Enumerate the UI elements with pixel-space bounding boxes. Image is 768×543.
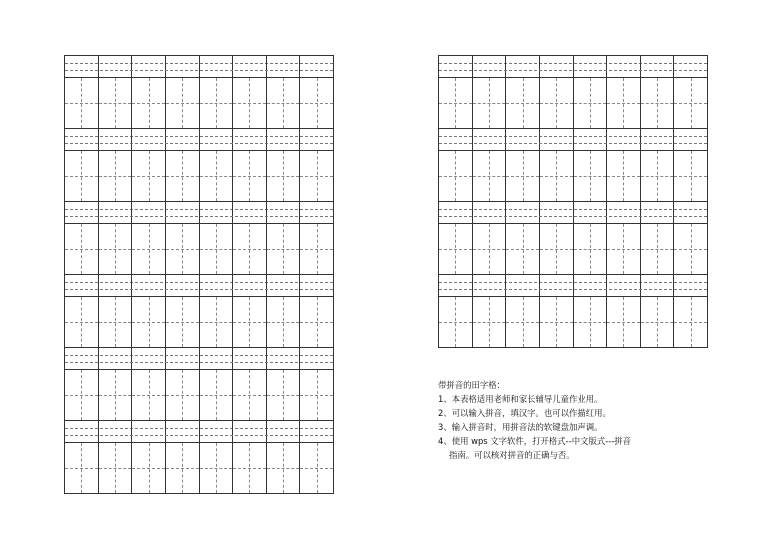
pinyin-cell [131, 202, 165, 223]
pinyin-cell [673, 275, 707, 296]
instruction-line-3: 3、输入拼音时，用拼音法的软键盘加声调。 [438, 422, 603, 432]
tianzige-cell [199, 78, 233, 128]
tianzige-cell [165, 151, 199, 201]
pinyin-row [439, 56, 707, 78]
tianzige-cell [65, 224, 98, 274]
row-group [65, 274, 333, 347]
tianzige-cell [573, 297, 607, 347]
tianzige-cell [232, 78, 266, 128]
row-group [439, 56, 707, 128]
pinyin-cell [131, 56, 165, 77]
row-group [439, 201, 707, 274]
tianzige-cell [673, 224, 707, 274]
pinyin-cell [640, 129, 674, 150]
instruction-line-2: 2、可以输入拼音，填汉字。也可以作描红用。 [438, 408, 611, 418]
tianzige-cell [573, 78, 607, 128]
pinyin-cell [606, 275, 640, 296]
pinyin-cell [232, 202, 266, 223]
pinyin-cell [65, 202, 98, 223]
pinyin-row [439, 129, 707, 151]
tianzige-cell [439, 297, 472, 347]
pinyin-cell [439, 202, 472, 223]
pinyin-cell [640, 56, 674, 77]
tianzige-cell [98, 151, 132, 201]
tianzige-cell [232, 443, 266, 493]
pinyin-cell [131, 348, 165, 369]
tianzige-cell [165, 224, 199, 274]
tianzige-cell [640, 224, 674, 274]
pinyin-cell [539, 202, 573, 223]
pinyin-cell [98, 348, 132, 369]
tianzige-cell [232, 370, 266, 420]
pinyin-cell [165, 348, 199, 369]
pinyin-cell [266, 56, 300, 77]
character-row [65, 78, 333, 128]
pinyin-cell [266, 421, 300, 442]
tianzige-cell [266, 224, 300, 274]
tianzige-cell [266, 443, 300, 493]
pinyin-cell [165, 421, 199, 442]
row-group [65, 347, 333, 420]
pinyin-cell [539, 56, 573, 77]
pinyin-cell [232, 275, 266, 296]
tianzige-cell [573, 151, 607, 201]
pinyin-cell [266, 348, 300, 369]
row-group [439, 128, 707, 201]
tianzige-cell [65, 297, 98, 347]
pinyin-cell [199, 56, 233, 77]
tianzige-cell [299, 297, 333, 347]
tianzige-cell [673, 297, 707, 347]
tianzige-cell [199, 370, 233, 420]
tianzige-cell [266, 297, 300, 347]
pinyin-cell [65, 56, 98, 77]
pinyin-cell [505, 202, 539, 223]
pinyin-row [65, 421, 333, 443]
tianzige-cell [299, 370, 333, 420]
pinyin-cell [266, 129, 300, 150]
pinyin-cell [439, 129, 472, 150]
instructions-title: 带拼音的田字格： [438, 380, 505, 390]
tianzige-cell [539, 297, 573, 347]
pinyin-cell [439, 56, 472, 77]
pinyin-cell [131, 275, 165, 296]
pinyin-cell [299, 129, 333, 150]
pinyin-cell [299, 421, 333, 442]
tianzige-cell [266, 151, 300, 201]
pinyin-cell [539, 129, 573, 150]
pinyin-cell [199, 348, 233, 369]
character-row [65, 297, 333, 347]
pinyin-row [65, 348, 333, 370]
pinyin-cell [505, 56, 539, 77]
tianzige-cell [640, 151, 674, 201]
instruction-line-4: 4、使用 wps 文字软件，打开格式--中文版式---拼音 [438, 436, 632, 446]
tianzige-cell [98, 78, 132, 128]
row-group [439, 274, 707, 347]
tianzige-cell [606, 151, 640, 201]
pinyin-cell [299, 56, 333, 77]
tianzige-cell [131, 151, 165, 201]
row-group [65, 56, 333, 128]
pinyin-cell [165, 56, 199, 77]
tianzige-cell [65, 151, 98, 201]
tianzige-cell [439, 224, 472, 274]
pinyin-cell [131, 421, 165, 442]
pinyin-cell [505, 275, 539, 296]
tianzige-cell [65, 443, 98, 493]
pinyin-cell [131, 129, 165, 150]
pinyin-cell [199, 421, 233, 442]
pinyin-cell [299, 275, 333, 296]
tianzige-cell [199, 151, 233, 201]
row-group [65, 201, 333, 274]
tianzige-cell [199, 443, 233, 493]
pinyin-cell [472, 129, 506, 150]
pinyin-cell [299, 348, 333, 369]
tianzige-cell [266, 370, 300, 420]
pinyin-cell [439, 275, 472, 296]
tianzige-grid-left [64, 55, 334, 494]
tianzige-cell [606, 297, 640, 347]
tianzige-cell [505, 78, 539, 128]
tianzige-grid-right [438, 55, 708, 348]
tianzige-cell [472, 151, 506, 201]
pinyin-cell [232, 421, 266, 442]
character-row [65, 370, 333, 420]
pinyin-cell [98, 202, 132, 223]
tianzige-cell [65, 78, 98, 128]
tianzige-cell [299, 151, 333, 201]
pinyin-row [65, 56, 333, 78]
tianzige-cell [199, 297, 233, 347]
pinyin-cell [573, 129, 607, 150]
pinyin-cell [573, 275, 607, 296]
tianzige-cell [266, 78, 300, 128]
pinyin-cell [232, 129, 266, 150]
character-row [439, 297, 707, 347]
pinyin-cell [232, 348, 266, 369]
tianzige-cell [439, 151, 472, 201]
pinyin-cell [98, 275, 132, 296]
tianzige-cell [131, 78, 165, 128]
tianzige-cell [165, 443, 199, 493]
tianzige-cell [299, 78, 333, 128]
tianzige-cell [65, 370, 98, 420]
pinyin-cell [266, 275, 300, 296]
pinyin-cell [640, 202, 674, 223]
pinyin-cell [199, 202, 233, 223]
pinyin-cell [165, 202, 199, 223]
pinyin-cell [472, 275, 506, 296]
tianzige-cell [673, 151, 707, 201]
tianzige-cell [505, 151, 539, 201]
tianzige-cell [539, 224, 573, 274]
tianzige-cell [573, 224, 607, 274]
pinyin-row [65, 129, 333, 151]
tianzige-cell [505, 297, 539, 347]
tianzige-cell [98, 224, 132, 274]
instruction-line-4-cont: 指南。可以核对拼音的正确与否。 [449, 450, 575, 460]
pinyin-row [65, 275, 333, 297]
pinyin-cell [673, 56, 707, 77]
row-group [65, 128, 333, 201]
pinyin-cell [65, 348, 98, 369]
tianzige-cell [439, 78, 472, 128]
instructions [438, 378, 728, 462]
tianzige-cell [131, 297, 165, 347]
tianzige-cell [165, 297, 199, 347]
tianzige-cell [131, 224, 165, 274]
tianzige-cell [131, 443, 165, 493]
pinyin-cell [266, 202, 300, 223]
pinyin-cell [606, 56, 640, 77]
pinyin-cell [640, 275, 674, 296]
tianzige-cell [472, 297, 506, 347]
tianzige-cell [640, 78, 674, 128]
pinyin-row [439, 275, 707, 297]
pinyin-cell [673, 129, 707, 150]
tianzige-cell [640, 297, 674, 347]
character-row [439, 224, 707, 274]
pinyin-cell [165, 129, 199, 150]
row-group [65, 420, 333, 493]
tianzige-cell [98, 370, 132, 420]
pinyin-cell [573, 202, 607, 223]
pinyin-cell [65, 275, 98, 296]
tianzige-cell [472, 224, 506, 274]
tianzige-cell [673, 78, 707, 128]
tianzige-cell [299, 224, 333, 274]
pinyin-cell [505, 129, 539, 150]
pinyin-cell [472, 56, 506, 77]
tianzige-cell [165, 370, 199, 420]
pinyin-cell [539, 275, 573, 296]
tianzige-cell [472, 78, 506, 128]
tianzige-cell [539, 151, 573, 201]
tianzige-cell [606, 224, 640, 274]
pinyin-cell [472, 202, 506, 223]
character-row [65, 443, 333, 493]
tianzige-cell [606, 78, 640, 128]
pinyin-row [65, 202, 333, 224]
tianzige-cell [98, 443, 132, 493]
tianzige-cell [199, 224, 233, 274]
pinyin-cell [606, 129, 640, 150]
pinyin-cell [299, 202, 333, 223]
tianzige-cell [131, 370, 165, 420]
tianzige-cell [232, 151, 266, 201]
character-row [439, 78, 707, 128]
pinyin-cell [165, 275, 199, 296]
tianzige-cell [98, 297, 132, 347]
character-row [65, 224, 333, 274]
tianzige-cell [299, 443, 333, 493]
pinyin-cell [98, 56, 132, 77]
pinyin-cell [606, 202, 640, 223]
pinyin-cell [199, 275, 233, 296]
pinyin-cell [673, 202, 707, 223]
pinyin-row [439, 202, 707, 224]
tianzige-cell [232, 297, 266, 347]
pinyin-cell [98, 421, 132, 442]
tianzige-cell [539, 78, 573, 128]
character-row [65, 151, 333, 201]
character-row [439, 151, 707, 201]
tianzige-cell [165, 78, 199, 128]
pinyin-cell [65, 129, 98, 150]
pinyin-cell [98, 129, 132, 150]
pinyin-cell [65, 421, 98, 442]
tianzige-cell [505, 224, 539, 274]
pinyin-cell [573, 56, 607, 77]
pinyin-cell [232, 56, 266, 77]
instruction-line-1: 1、本表格适用老师和家长辅导儿童作业用。 [438, 394, 603, 404]
pinyin-cell [199, 129, 233, 150]
tianzige-cell [232, 224, 266, 274]
